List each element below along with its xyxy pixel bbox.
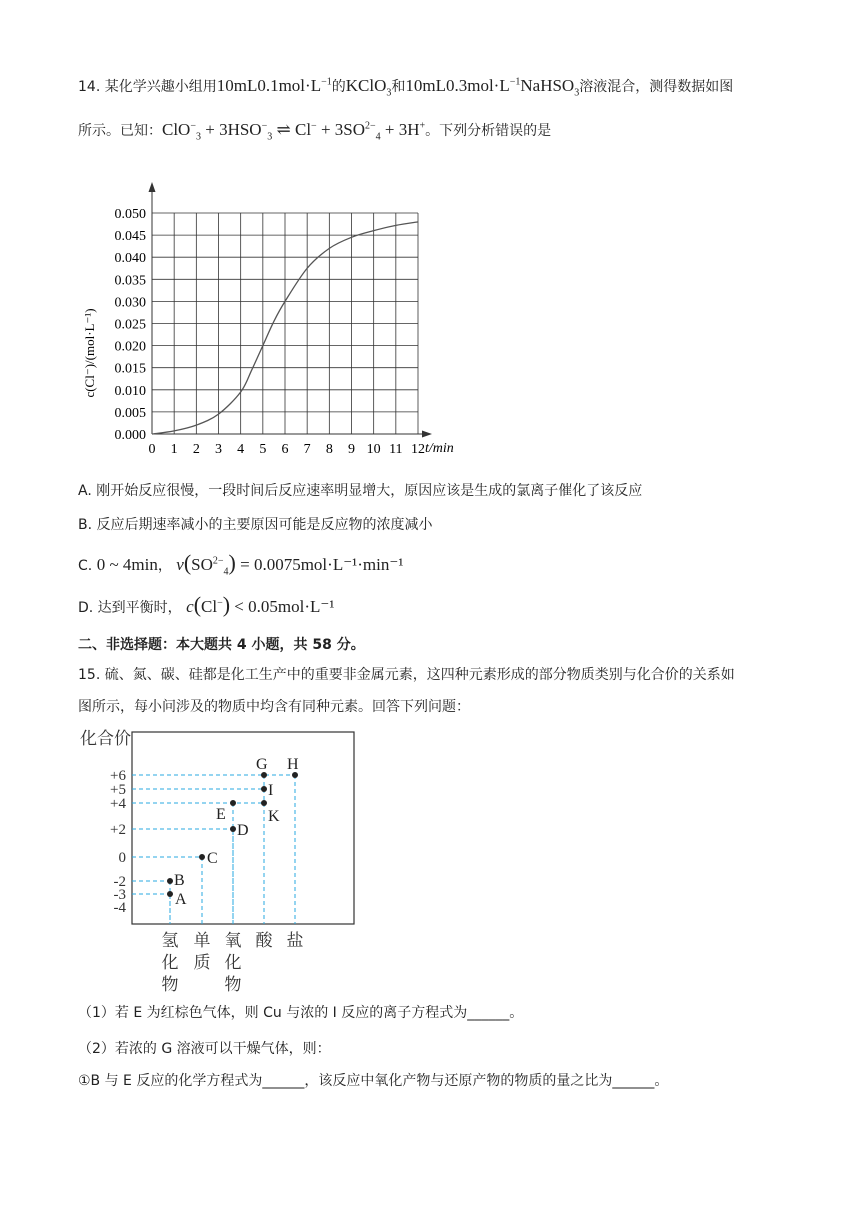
diagram-category-label: 酸 <box>255 931 273 951</box>
option-d-expression: c(Cl−) < 0.05mol·L⁻¹ <box>186 592 335 617</box>
diagram-valence-label: 0 <box>118 850 126 866</box>
chart-x-tick-label: 5 <box>259 442 267 457</box>
chart-x-tick-label: 3 <box>215 442 222 457</box>
chart-x-axis-arrow <box>422 431 432 438</box>
q14-intro-text: 14. 某化学兴趣小组用 <box>78 79 217 95</box>
chart-x-tick-label: 6 <box>281 442 289 457</box>
option-b: B. 反应后期速率减小的主要原因可能是反应物的浓度减小 <box>78 517 433 533</box>
chart-y-tick-label: 0.040 <box>114 251 146 267</box>
q14-nahso3-amount: $10mL0.3mol\cdot L^{-1}NaHSO_3$ <box>405 76 580 99</box>
diagram-point <box>167 878 173 884</box>
diagram-valence-label: +4 <box>110 796 126 812</box>
option-c: C. 0 ~ 4min， $v(SO^{2-}_4) = 0.0075mol\cdot L^{-1}\cdot\min^{-1}$ <box>78 550 404 578</box>
diagram-point-label: K <box>268 808 280 825</box>
diagram-point <box>230 800 236 806</box>
chart-y-axis-arrow <box>149 182 156 192</box>
diagram-point <box>167 891 173 897</box>
q15-sub1: （1）若 E 为红棕色气体，则 Cu 与浓的 I 反应的离子方程式为______。 <box>78 1005 524 1021</box>
diagram-valence-label: +6 <box>110 768 126 784</box>
q15-sub2-1: ①B 与 E 反应的化学方程式为______，该反应中氧化产物与还原产物的物质的量之比为______。 <box>78 1073 669 1089</box>
option-c-range: 0 ~ 4min <box>96 555 158 574</box>
diagram-valence-label: +2 <box>110 822 126 838</box>
diagram-valence-label: -3 <box>113 887 126 903</box>
diagram-point-label: B <box>174 872 185 889</box>
q14-equation: $ClO^-_3 + 3HSO^-_3$ ⇌ $Cl^- + 3SO^{2-}_4 + 3H^+$ <box>162 120 426 143</box>
chart-x-tick-label: 4 <box>237 442 245 457</box>
diagram-point <box>199 854 205 860</box>
section-heading: 二、非选择题：本大题共 4 小题，共 58 分。 <box>78 637 365 653</box>
diagram-point-label: E <box>216 806 226 823</box>
diagram-point <box>261 786 267 792</box>
chart-x-tick-label: 7 <box>303 442 311 457</box>
diagram-category-label: 物 <box>224 975 242 992</box>
diagram-ylabel: 化合价 <box>80 729 131 749</box>
diagram-valence-label: +5 <box>110 782 126 798</box>
chart-y-tick-label: 0.025 <box>114 317 146 333</box>
diagram-point <box>230 826 236 832</box>
option-a: A. 刚开始反应很慢，一段时间后反应速率明显增大，原因应该是生成的氯离子催化了该反应 <box>78 483 643 499</box>
diagram-category-label: 氧 <box>224 931 242 951</box>
q14-line1: 14. 某化学兴趣小组用$10mL0.1mol\cdot L^{-1}$的KClO$_3$和$10mL0.3mol\cdot L^{-1}NaHSO_3$溶液混合，测得数据如图 <box>78 76 734 99</box>
chart-ylabel: c(Cl⁻)/(mol·L⁻¹) <box>82 308 97 398</box>
q15-sub2: （2）若浓的 G 溶液可以干燥气体，则： <box>78 1041 331 1057</box>
diagram-point-label: A <box>175 891 187 908</box>
chart-x-tick-label: 0 <box>148 442 156 457</box>
diagram-point-label: C <box>207 850 218 867</box>
diagram-category-label: 化 <box>161 953 179 973</box>
diagram-category-label: 盐 <box>286 931 304 951</box>
diagram-category-label: 物 <box>161 975 179 992</box>
chart-y-tick-label: 0.000 <box>114 428 146 443</box>
q14-line2: 所示。已知：$ClO^-_3 + 3HSO^-_3$ ⇌ $Cl^- + 3SO^{2-}_4 + 3H^+$。下列分析错误的是 <box>78 120 552 143</box>
diagram-category-label: 单 <box>193 931 211 951</box>
chart-xlabel: t/min <box>425 441 454 456</box>
chart-y-tick-label: 0.010 <box>114 383 146 399</box>
diagram-valence-label: -4 <box>113 900 126 916</box>
option-c-expression: $v(SO^{2-}_4) = 0.0075mol\cdot L^{-1}\cdot\min^{-1}$ <box>176 550 404 578</box>
diagram-point-label: G <box>256 756 268 773</box>
chart-y-tick-label: 0.045 <box>114 229 146 245</box>
chart-x-tick-label: 1 <box>170 442 178 457</box>
chart-y-tick-label: 0.005 <box>114 405 146 421</box>
diagram-category-label: 质 <box>193 953 211 973</box>
concentration-time-chart <box>80 176 490 466</box>
chart-x-tick-label: 10 <box>366 442 381 457</box>
chart-x-tick-label: 9 <box>348 442 355 457</box>
valence-category-diagram <box>80 722 360 992</box>
diagram-point-label: I <box>268 782 274 799</box>
chart-x-tick-label: 11 <box>389 442 403 457</box>
diagram-category-label: 氢 <box>161 931 179 951</box>
diagram-category-label: 化 <box>224 953 242 973</box>
q15-line2: 图所示，每小问涉及的物质中均含有同种元素。回答下列问题： <box>78 699 470 715</box>
chart-y-tick-label: 0.035 <box>114 273 146 289</box>
q15-line1: 15. 硫、氮、碳、硅都是化工生产中的重要非金属元素，这四种元素形成的部分物质类别与化合价的关系如 <box>78 667 735 683</box>
diagram-point-label: D <box>237 822 249 839</box>
diagram-point <box>261 800 267 806</box>
q14-kclo3-formula: KClO$_3$ <box>345 76 392 99</box>
chart-x-tick-label: 2 <box>192 442 200 457</box>
chart-y-tick-label: 0.015 <box>114 361 146 377</box>
chart-x-tick-label: 8 <box>325 442 333 457</box>
diagram-point-label: H <box>287 756 299 773</box>
chart-x-tick-label: 12 <box>411 442 425 457</box>
diagram-valence-label: -2 <box>113 874 126 890</box>
option-d: D. 达到平衡时， c(Cl−) < 0.05mol·L⁻¹ <box>78 592 335 617</box>
q14-kclo3-amount: $10mL0.1mol\cdot L^{-1}$ <box>216 76 332 95</box>
chart-y-tick-label: 0.050 <box>114 207 146 222</box>
chart-y-tick-label: 0.030 <box>114 295 146 311</box>
chart-y-tick-label: 0.020 <box>114 339 146 355</box>
